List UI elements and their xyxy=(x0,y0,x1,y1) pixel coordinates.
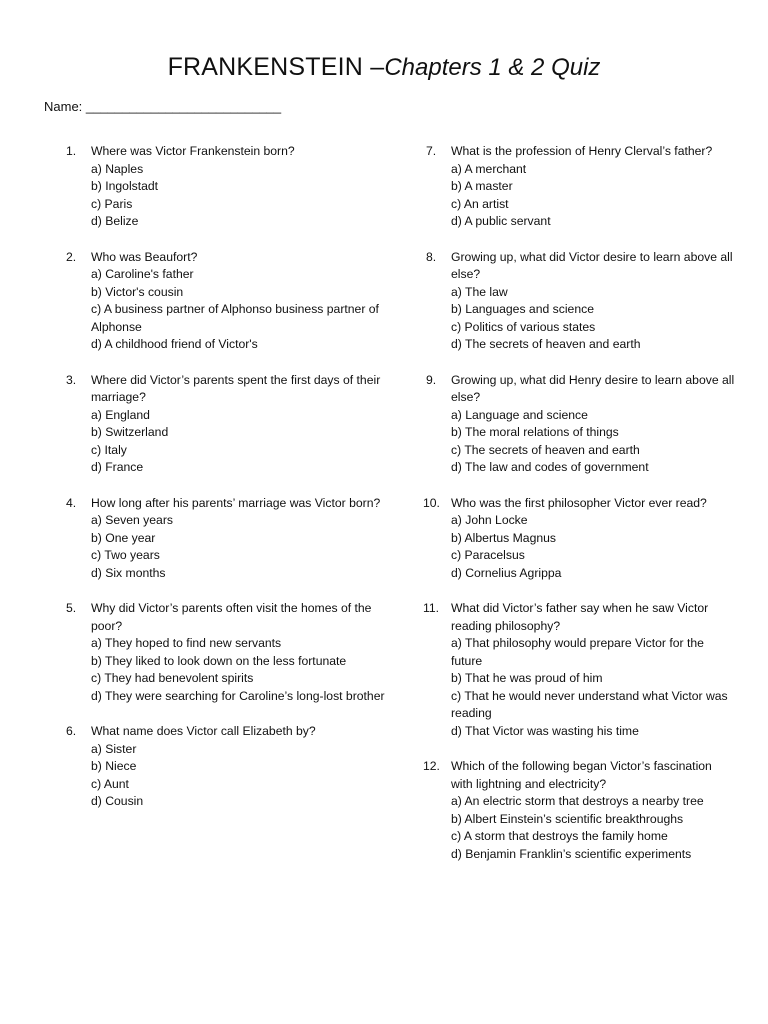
question-1 xyxy=(66,143,386,231)
question-text: How long after his parents’ marriage was Victor born? xyxy=(91,495,381,510)
answer-choice: b) Albertus Magnus xyxy=(451,530,557,545)
question-text: What did Victor’s father say when he saw Victor reading philosophy? xyxy=(451,601,709,633)
answer-choice: a) Caroline's father xyxy=(91,267,194,281)
answer-choice: a) Naples xyxy=(91,161,144,176)
answer-choice: d) A public servant xyxy=(451,214,551,228)
answer-choice: a) They hoped to find new servants xyxy=(91,636,282,650)
question-3 xyxy=(66,372,386,477)
question-text: What is the profession of Henry Clerval’s father? xyxy=(451,144,713,158)
answer-choice: b) Albert Einstein’s scientific breakthroughs xyxy=(451,811,684,826)
answer-choice: b) They liked to look down on the less fortunate xyxy=(91,653,347,668)
answer-choice: b) Ingolstadt xyxy=(91,179,159,193)
question-text: What name does Victor call Elizabeth by? xyxy=(91,724,316,738)
question-text: Who was the first philosopher Victor ever read? xyxy=(451,495,707,510)
answer-choice: c) Paracelsus xyxy=(451,548,525,562)
answer-choice: a) John Locke xyxy=(451,513,528,527)
answer-choice: c) A storm that destroys the family home xyxy=(451,829,668,843)
answer-choice: c) They had benevolent spirits xyxy=(91,671,254,685)
question-number: 7. xyxy=(426,144,437,158)
answer-choice: b) That he was proud of him xyxy=(451,671,603,685)
question-text: Growing up, what did Victor desire to learn above all else? xyxy=(451,249,733,281)
answer-choice: d) The secrets of heaven and earth xyxy=(451,337,641,351)
question-number: 2. xyxy=(66,249,77,264)
answer-choice: d) A childhood friend of Victor's xyxy=(91,337,258,351)
answer-choice: d) Benjamin Franklin’s scientific experiments xyxy=(451,846,692,861)
name-field xyxy=(44,98,281,115)
answer-choice: a) That philosophy would prepare Victor for the future xyxy=(451,636,704,668)
answer-choice: a) An electric storm that destroys a nearby tree xyxy=(451,794,704,808)
answer-choice: d) France xyxy=(91,460,144,474)
answer-choice: b) Victor's cousin xyxy=(91,284,184,299)
question-text: Where was Victor Frankenstein born? xyxy=(91,144,295,158)
answer-choice: c) The secrets of heaven and earth xyxy=(451,442,640,457)
question-8 xyxy=(426,249,736,354)
answer-choice: b) Niece xyxy=(91,759,137,773)
question-text: Which of the following began Victor’s fascination with lightning and electricity? xyxy=(451,759,712,791)
answer-choice: d) Cornelius Agrippa xyxy=(451,565,562,580)
question-5 xyxy=(66,600,386,705)
page-title xyxy=(0,50,768,85)
question-number: 4. xyxy=(66,495,77,510)
answer-choice: d) That Victor was wasting his time xyxy=(451,723,639,738)
question-12 xyxy=(423,758,736,863)
question-number: 9. xyxy=(426,372,437,387)
answer-choice: d) Six months xyxy=(91,565,166,580)
answer-choice: d) The law and codes of government xyxy=(451,460,649,474)
title-main: FRANKENSTEIN – xyxy=(167,53,385,81)
question-number: 6. xyxy=(66,724,77,738)
question-text: Where did Victor’s parents spent the first days of their marriage? xyxy=(91,372,381,404)
question-number: 12. xyxy=(423,759,440,773)
question-10 xyxy=(423,495,736,583)
answer-choice: c) A business partner of Alphonso business partner of Alphonse xyxy=(91,302,379,334)
title-subtitle: Chapters 1 & 2 Quiz xyxy=(384,54,601,81)
question-text: Who was Beaufort? xyxy=(91,249,198,264)
question-number: 11. xyxy=(423,601,440,615)
answer-choice: b) Languages and science xyxy=(451,302,594,316)
question-11 xyxy=(423,600,736,740)
answer-choice: a) The law xyxy=(451,284,508,299)
question-number: 8. xyxy=(426,249,437,264)
answer-choice: a) A merchant xyxy=(451,161,527,176)
answer-choice: c) Italy xyxy=(91,442,127,457)
question-number: 5. xyxy=(66,601,77,615)
question-number: 1. xyxy=(66,144,77,158)
answer-choice: d) Belize xyxy=(91,214,139,228)
answer-choice: a) Seven years xyxy=(91,513,173,527)
question-2 xyxy=(66,249,386,354)
question-text: Growing up, what did Henry desire to learn above all else? xyxy=(451,372,735,404)
answer-choice: c) Paris xyxy=(91,196,133,211)
answer-choice: b) A master xyxy=(451,179,513,193)
answer-choice: b) Switzerland xyxy=(91,425,169,439)
answer-choice: a) Language and science xyxy=(451,407,588,422)
answer-choice: b) One year xyxy=(91,530,156,545)
question-7 xyxy=(426,143,736,231)
answer-choice: c) Aunt xyxy=(91,776,129,791)
answer-choice: d) Cousin xyxy=(91,794,144,808)
right-column xyxy=(423,143,736,881)
question-number: 3. xyxy=(66,372,77,387)
answer-choice: c) An artist xyxy=(451,196,509,211)
answer-choice: b) The moral relations of things xyxy=(451,425,619,439)
question-9 xyxy=(426,372,736,477)
question-number: 10. xyxy=(423,495,440,510)
answer-choice: c) Two years xyxy=(91,548,160,562)
answer-choice: c) That he would never understand what Victor was reading xyxy=(451,688,728,720)
answer-choice: a) England xyxy=(91,407,150,422)
name-label: Name: xyxy=(44,99,83,114)
question-6 xyxy=(66,723,386,811)
question-4 xyxy=(66,495,386,583)
answer-choice: d) They were searching for Caroline’s long-lost brother xyxy=(91,688,385,703)
left-column xyxy=(66,143,386,829)
name-blank[interactable]: ___________________________ xyxy=(85,99,282,114)
answer-choice: a) Sister xyxy=(91,741,137,756)
answer-choice: c) Politics of various states xyxy=(451,319,596,334)
question-text: Why did Victor’s parents often visit the homes of the poor? xyxy=(91,601,372,633)
